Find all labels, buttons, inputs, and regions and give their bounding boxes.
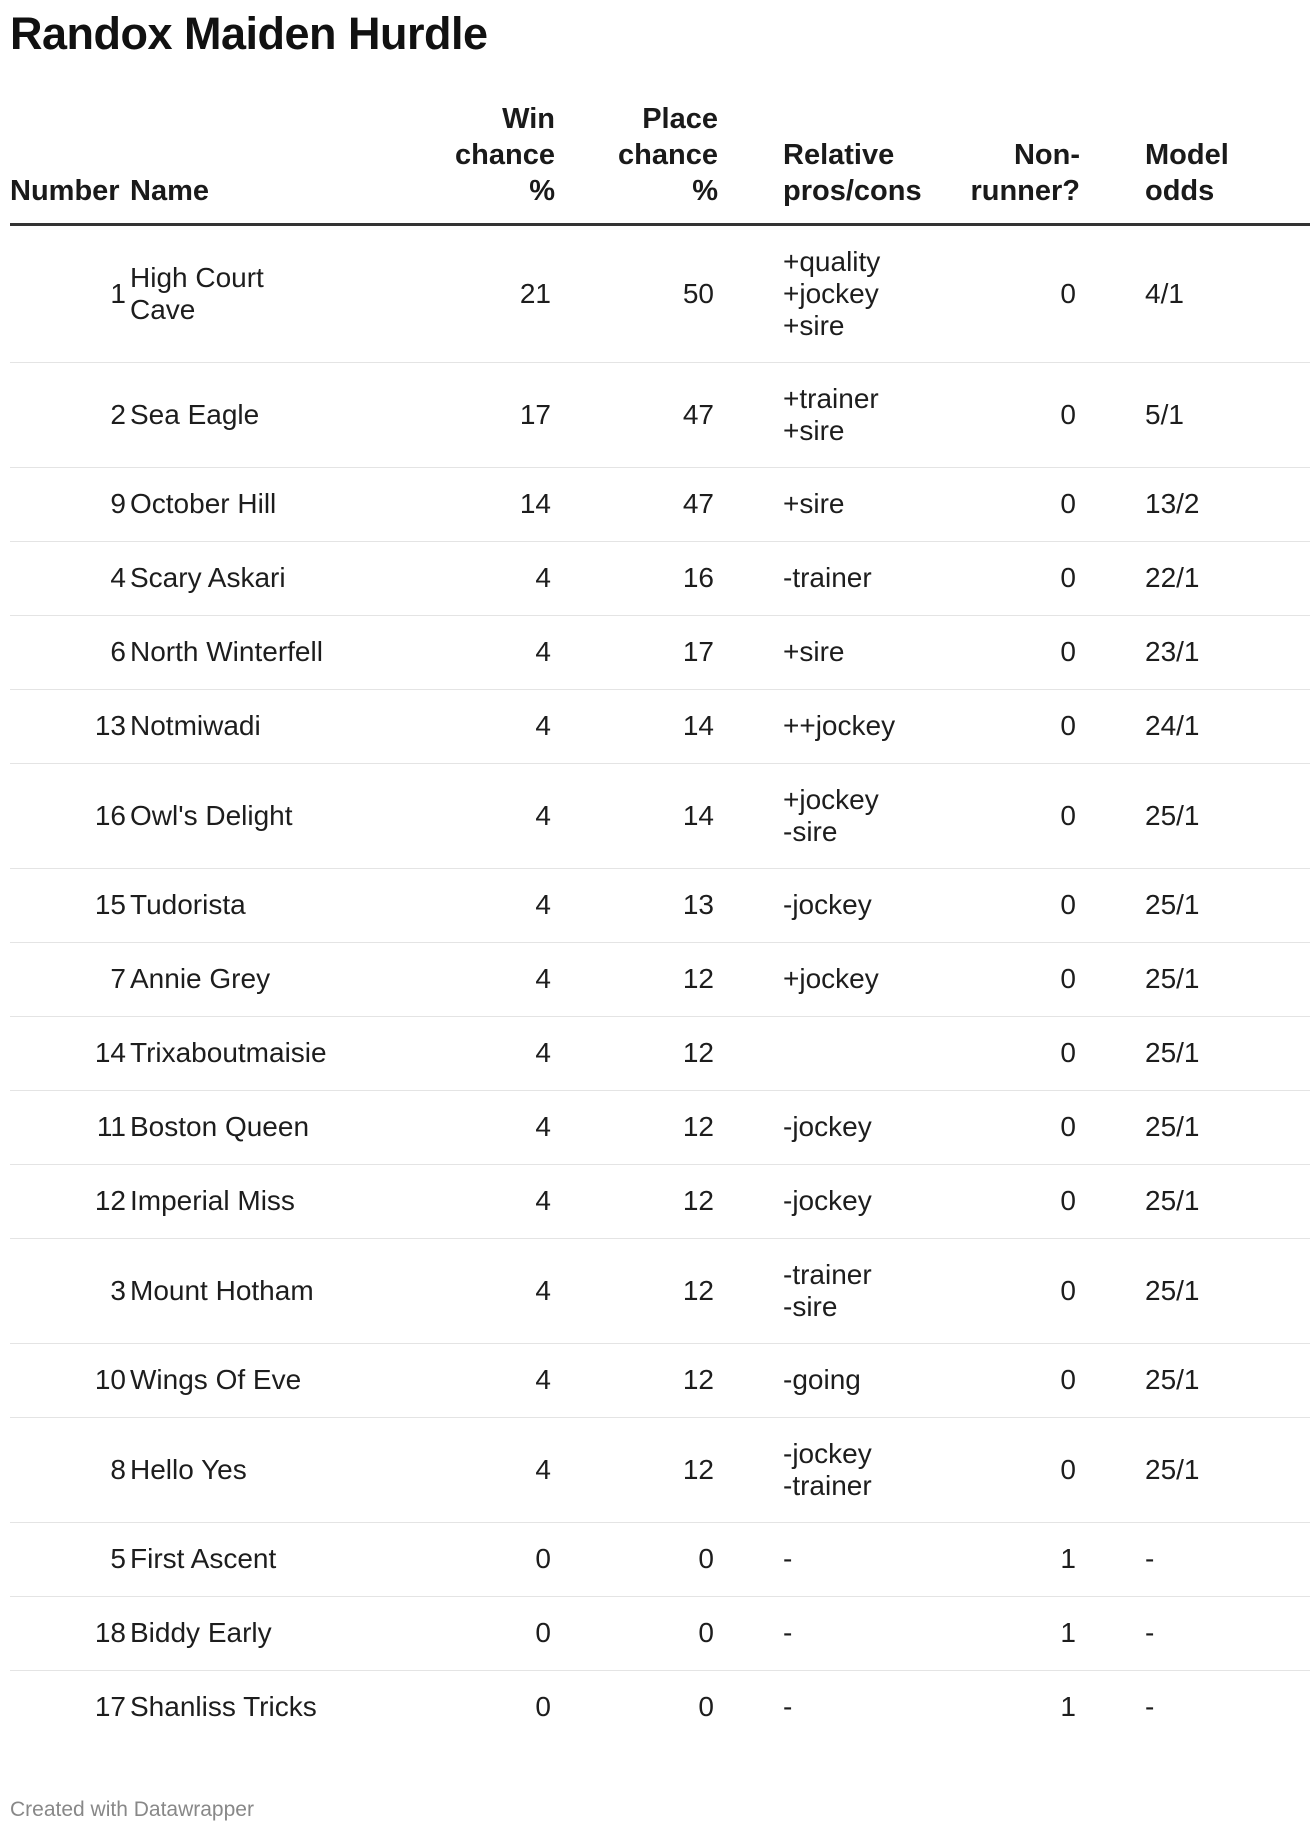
cell-win-chance: 4 (395, 942, 555, 1016)
table-row (10, 362, 1310, 467)
cell-pros-cons: +trainer +sire (718, 362, 940, 467)
cell-pros-cons: -going (718, 1343, 940, 1417)
column-header-model-odds-label: Model odds (1145, 138, 1229, 207)
cell-non-runner: 0 (940, 763, 1080, 868)
cell-non-runner: 0 (940, 1238, 1080, 1343)
table-row (10, 541, 1310, 615)
cell-number: 16 (10, 763, 130, 868)
cell-number: 6 (10, 615, 130, 689)
cell-name: Trixaboutmaisie (130, 1016, 395, 1090)
cell-name: Mount Hotham (130, 1238, 395, 1343)
cell-place-chance: 12 (555, 1343, 718, 1417)
cell-number: 14 (10, 1016, 130, 1090)
cell-win-chance: 4 (395, 1238, 555, 1343)
header-row (10, 96, 1310, 224)
cell-pros-cons: ++jockey (718, 689, 940, 763)
cell-place-chance: 12 (555, 1417, 718, 1522)
table-row (10, 615, 1310, 689)
cell-pros-cons: -jockey (718, 868, 940, 942)
cell-name: Scary Askari (130, 541, 395, 615)
cell-model-odds: 25/1 (1080, 1343, 1310, 1417)
cell-name: Notmiwadi (130, 689, 395, 763)
cell-pros-cons: -trainer -sire (718, 1238, 940, 1343)
cell-place-chance: 12 (555, 1016, 718, 1090)
cell-pros-cons: -jockey -trainer (718, 1417, 940, 1522)
cell-name: Boston Queen (130, 1090, 395, 1164)
cell-place-chance: 12 (555, 942, 718, 1016)
cell-win-chance: 17 (395, 362, 555, 467)
datawrapper-credit: Created with Datawrapper (10, 1798, 254, 1821)
cell-number: 11 (10, 1090, 130, 1164)
cell-name: Wings Of Eve (130, 1343, 395, 1417)
cell-place-chance: 13 (555, 868, 718, 942)
cell-model-odds: 25/1 (1080, 1164, 1310, 1238)
cell-non-runner: 0 (940, 868, 1080, 942)
cell-number: 4 (10, 541, 130, 615)
cell-name: Tudorista (130, 868, 395, 942)
cell-number: 1 (10, 224, 130, 362)
table-row (10, 1016, 1310, 1090)
cell-name: October Hill (130, 467, 395, 541)
cell-win-chance: 4 (395, 1164, 555, 1238)
cell-place-chance: 12 (555, 1238, 718, 1343)
cell-win-chance: 21 (395, 224, 555, 362)
cell-place-chance: 0 (555, 1522, 718, 1596)
page-title: Randox Maiden Hurdle (10, 8, 488, 59)
cell-pros-cons: +jockey (718, 942, 940, 1016)
cell-non-runner: 0 (940, 467, 1080, 541)
cell-win-chance: 0 (395, 1522, 555, 1596)
cell-pros-cons: -jockey (718, 1090, 940, 1164)
table-body (10, 224, 1310, 1744)
cell-place-chance: 16 (555, 541, 718, 615)
cell-place-chance: 14 (555, 763, 718, 868)
cell-number: 18 (10, 1596, 130, 1670)
cell-number: 13 (10, 689, 130, 763)
cell-name: Owl's Delight (130, 763, 395, 868)
column-header-pros-cons-label: Relative pros/cons (783, 138, 922, 207)
column-header-name[interactable]: Name (130, 96, 395, 224)
cell-name: First Ascent (130, 1522, 395, 1596)
cell-name: Annie Grey (130, 942, 395, 1016)
cell-model-odds: 25/1 (1080, 1090, 1310, 1164)
cell-place-chance: 14 (555, 689, 718, 763)
cell-model-odds: 13/2 (1080, 467, 1310, 541)
cell-non-runner: 1 (940, 1522, 1080, 1596)
cell-win-chance: 0 (395, 1596, 555, 1670)
cell-win-chance: 4 (395, 615, 555, 689)
cell-non-runner: 0 (940, 1417, 1080, 1522)
cell-pros-cons: - (783, 1691, 793, 1722)
cell-non-runner: 0 (940, 1016, 1080, 1090)
column-header-model-odds[interactable] (1080, 96, 1310, 224)
cell-name: Biddy Early (130, 1596, 395, 1670)
cell-non-runner: 0 (940, 689, 1080, 763)
cell-model-odds: 23/1 (1080, 615, 1310, 689)
column-header-non-runner-label: Non- runner? (970, 138, 1080, 207)
cell-win-chance: 4 (395, 868, 555, 942)
cell-non-runner: 0 (940, 615, 1080, 689)
cell-non-runner: 1 (940, 1596, 1080, 1670)
cell-number: 15 (10, 868, 130, 942)
table-row (10, 467, 1310, 541)
table-row (10, 1417, 1310, 1522)
column-header-place-chance[interactable] (555, 96, 718, 224)
cell-number: 2 (10, 362, 130, 467)
cell-place-chance: 50 (555, 224, 718, 362)
cell-non-runner: 0 (940, 362, 1080, 467)
column-header-non-runner[interactable] (940, 96, 1080, 224)
cell-model-odds: 24/1 (1080, 689, 1310, 763)
table-row (10, 1238, 1310, 1343)
cell-win-chance: 4 (395, 1417, 555, 1522)
cell-name: North Winterfell (130, 615, 395, 689)
cell-non-runner: 0 (940, 1164, 1080, 1238)
cell-pros-cons: +jockey -sire (718, 763, 940, 868)
cell-model-odds: - (1145, 1691, 1155, 1722)
column-header-win-chance[interactable] (395, 96, 555, 224)
cell-number: 3 (10, 1238, 130, 1343)
cell-number: 10 (10, 1343, 130, 1417)
cell-name: Sea Eagle (130, 362, 395, 467)
cell-name: Hello Yes (130, 1417, 395, 1522)
cell-pros-cons (718, 1016, 940, 1090)
cell-model-odds: 5/1 (1080, 362, 1310, 467)
cell-non-runner: 0 (940, 1090, 1080, 1164)
cell-place-chance: 0 (555, 1596, 718, 1670)
cell-place-chance: 47 (555, 362, 718, 467)
column-header-win-chance-label: Win chance % (455, 102, 555, 207)
cell-name: Shanliss Tricks (130, 1691, 317, 1722)
cell-number: 7 (10, 942, 130, 1016)
table-row (10, 1090, 1310, 1164)
cell-pros-cons: - (718, 1596, 940, 1670)
cell-pros-cons: -jockey (718, 1164, 940, 1238)
column-header-pros-cons[interactable] (718, 96, 940, 224)
cell-number: 8 (10, 1417, 130, 1522)
cell-model-odds: 4/1 (1080, 224, 1310, 362)
cell-place-chance: 0 (698, 1691, 714, 1722)
cell-pros-cons: - (718, 1522, 940, 1596)
cell-model-odds: 25/1 (1080, 1016, 1310, 1090)
column-header-place-chance-label: Place chance % (618, 102, 718, 207)
cell-model-odds: - (1080, 1522, 1310, 1596)
results-table (10, 96, 1310, 1744)
cell-model-odds: 25/1 (1080, 1238, 1310, 1343)
cell-win-chance: 4 (395, 541, 555, 615)
table-row (10, 689, 1310, 763)
cell-non-runner: 0 (940, 1343, 1080, 1417)
results-table-container (10, 96, 1229, 1786)
cell-pros-cons: +sire (718, 615, 940, 689)
table-row (10, 1343, 1310, 1417)
cell-win-chance: 4 (395, 689, 555, 763)
table-row (10, 1596, 1310, 1670)
cell-win-chance: 0 (535, 1691, 551, 1722)
table-row (10, 1670, 1310, 1744)
table-row (10, 763, 1310, 868)
cell-name: Imperial Miss (130, 1164, 395, 1238)
cell-name: High Court Cave (130, 224, 395, 362)
cell-model-odds: 25/1 (1080, 1417, 1310, 1522)
cell-non-runner: 0 (940, 224, 1080, 362)
cell-number: 12 (10, 1164, 130, 1238)
table-row (10, 1522, 1310, 1596)
table-row (10, 224, 1310, 362)
cell-model-odds: 25/1 (1080, 763, 1310, 868)
cell-number: 9 (10, 467, 130, 541)
cell-win-chance: 4 (395, 763, 555, 868)
cell-win-chance: 4 (395, 1090, 555, 1164)
table-header (10, 96, 1310, 224)
table-row (10, 1164, 1310, 1238)
table-row (10, 942, 1310, 1016)
cell-non-runner: 0 (940, 541, 1080, 615)
column-header-number[interactable]: Number (10, 96, 130, 224)
cell-number: 5 (10, 1522, 130, 1596)
cell-win-chance: 4 (395, 1343, 555, 1417)
cell-pros-cons: -trainer (718, 541, 940, 615)
cell-non-runner: 0 (940, 942, 1080, 1016)
cell-pros-cons: +quality +jockey +sire (718, 224, 940, 362)
cell-pros-cons: +sire (718, 467, 940, 541)
cell-place-chance: 12 (555, 1090, 718, 1164)
table-row (10, 868, 1310, 942)
cell-win-chance: 14 (395, 467, 555, 541)
cell-number: 17 (94, 1691, 126, 1722)
cell-model-odds: 25/1 (1080, 942, 1310, 1016)
cell-win-chance: 4 (395, 1016, 555, 1090)
cell-place-chance: 47 (555, 467, 718, 541)
cell-model-odds: 22/1 (1080, 541, 1310, 615)
cell-place-chance: 12 (555, 1164, 718, 1238)
cell-place-chance: 17 (555, 615, 718, 689)
cell-model-odds: - (1080, 1596, 1310, 1670)
cell-model-odds: 25/1 (1080, 868, 1310, 942)
cell-non-runner: 1 (1060, 1691, 1076, 1722)
